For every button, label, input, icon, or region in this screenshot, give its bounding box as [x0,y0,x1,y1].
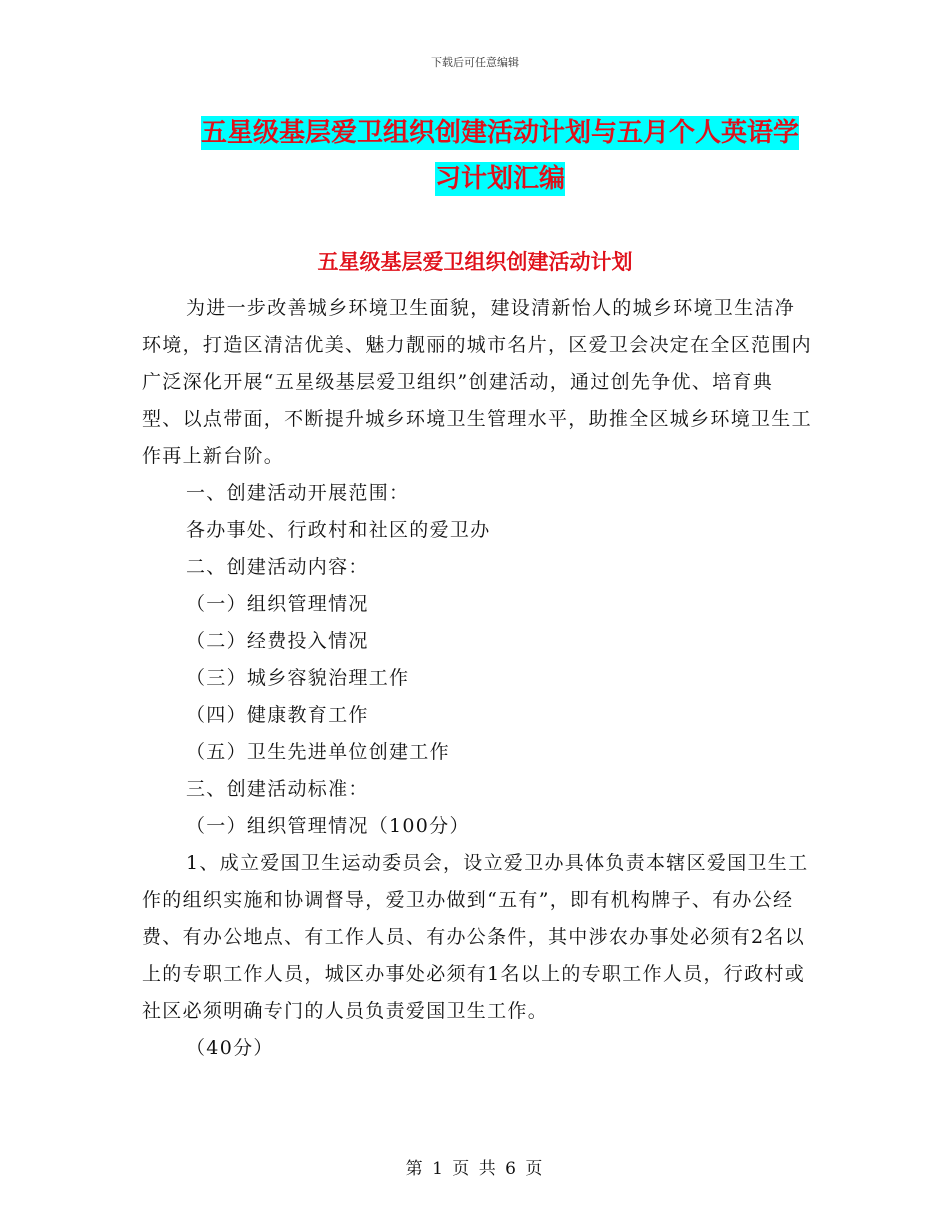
content-item: （四）健康教育工作 [186,704,369,726]
intro-paragraph: 为进一步改善城乡环境卫生面貌，建设清新怡人的城乡环境卫生洁净环境，打造区清洁优美、魅力靓丽的城市名片，区爱卫会决定在全区范围内广泛深化开展“五星级基层爱卫组织”创建活动，通过创先争优、培育典型、以点带面，不断提升城乡环境卫生管理水平，助推全区城乡环境卫生工作再上新台阶。 [142,297,812,467]
content-item: （五）卫生先进单位创建工作 [186,741,450,763]
section-title: 五星级基层爱卫组织创建活动计划 [317,250,633,274]
content-heading: 二、创建活动内容： [186,556,369,578]
scope-text: 各办事处、行政村和社区的爱卫办 [186,519,491,541]
standard-heading: 三、创建活动标准： [186,778,369,800]
content-item: （二）经费投入情况 [186,630,369,652]
page-footer: 第 1 页 共 6 页 [405,1159,545,1179]
main-title-line1: 五星级基层爱卫组织创建活动计划与五月个人英语学 [200,118,799,148]
main-title [150,110,850,202]
standard-subheading: （一）组织管理情况（100分） [186,815,470,837]
standard-paragraph: 1、成立爱国卫生运动委员会，设立爱卫办具体负责本辖区爱国卫生工作的组织实施和协调督导，爱卫办做到“五有”，即有机构牌子、有办公经费、有办公地点、有工作人员、有办公条件，其中涉农办事处必须有2名以上的专职工作人员，城区办事处必须有1名以上的专职工作人员，行政村或社区必须明确专门的人员负责爱国卫生工作。 [142,852,809,1022]
standard-score: （40分） [186,1037,274,1059]
header-note: 下载后可任意编辑 [431,56,519,69]
content-item: （三）城乡容貌治理工作 [186,667,410,689]
document-body [142,290,812,1067]
main-title-line2: 习计划汇编 [434,164,565,194]
content-item: （一）组织管理情况 [186,593,369,615]
scope-heading: 一、创建活动开展范围： [186,482,410,504]
